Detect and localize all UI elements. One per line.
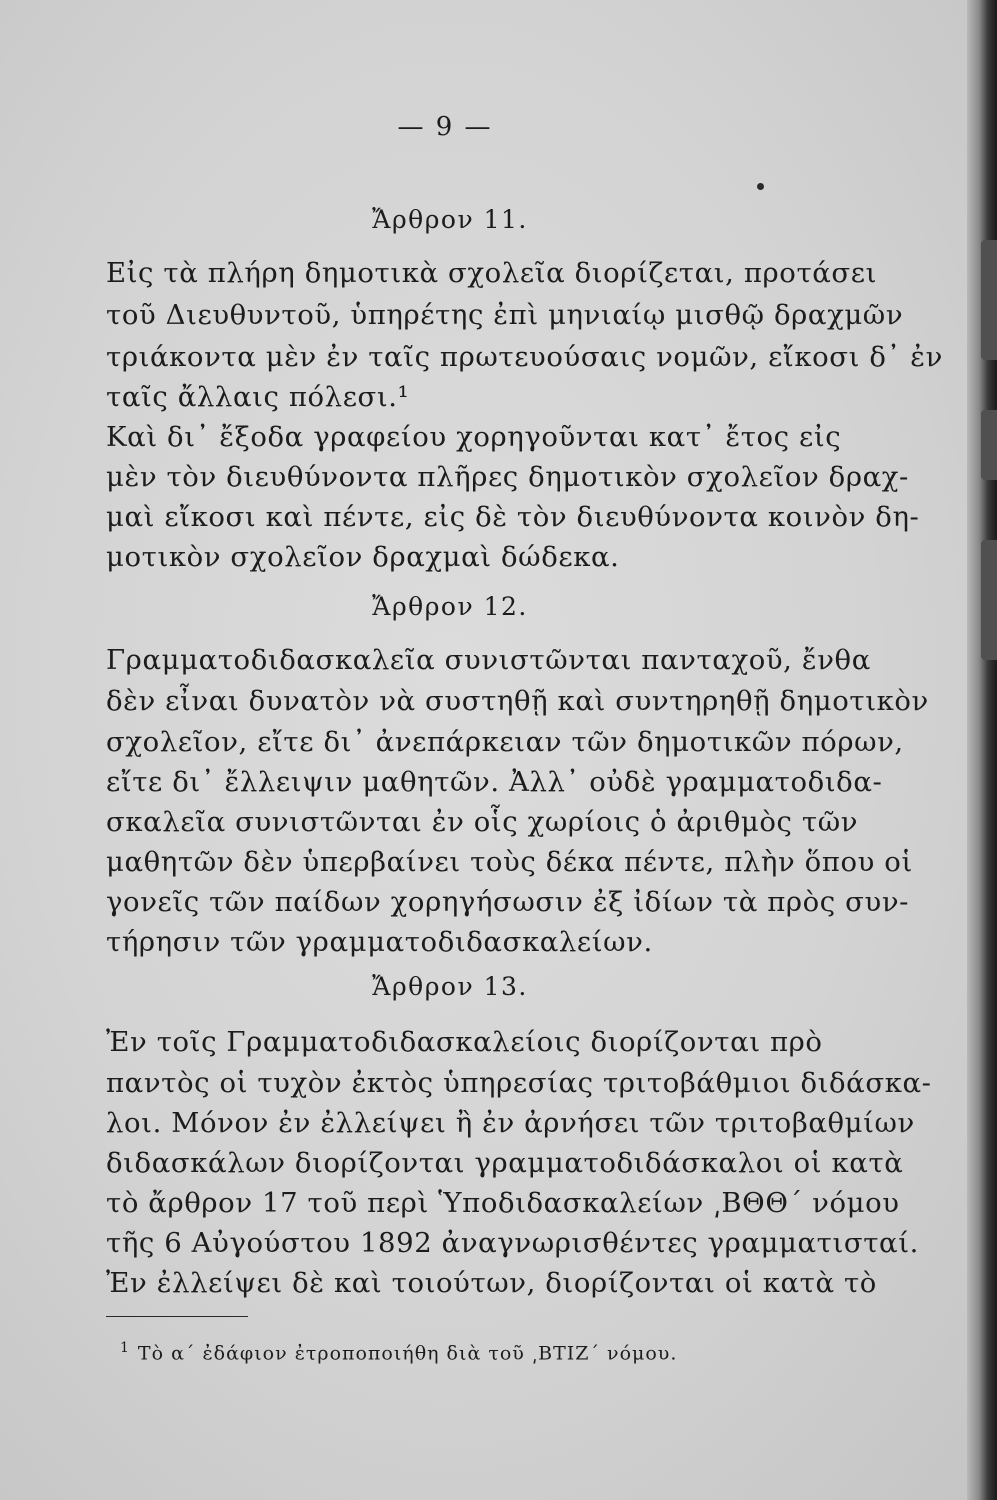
text-line: σκαλεῖα συνιστῶνται ἐν οἷς χωρίοις ὁ ἀριθμὸς τῶν bbox=[106, 806, 859, 838]
text-line: Ἐν τοῖς Γραμματοδιδασκαλείοις διορίζονται πρὸ bbox=[106, 1026, 823, 1058]
text-line: διδασκάλων διορίζονται γραμματοδιδάσκαλοι οἱ κατὰ bbox=[106, 1147, 904, 1179]
text-line: Ἐν ἐλλείψει δὲ καὶ τοιούτων, διορίζονται οἱ κατὰ τὸ bbox=[106, 1267, 877, 1299]
footnote bbox=[120, 1340, 677, 1364]
text-line: τὸ ἄρθρον 17 τοῦ περὶ Ὑποδιδασκαλείων ͵ΒΘΘ΄ νόμου bbox=[106, 1187, 900, 1219]
text-line: Εἰς τὰ πλήρη δημοτικὰ σχολεῖα διορίζεται, προτάσει bbox=[106, 257, 878, 289]
text-line: εἴτε δι᾿ ἔλλειψιν μαθητῶν. Ἀλλ᾿ οὐδὲ γραμματοδιδα- bbox=[106, 766, 883, 798]
text-line: τήρησιν τῶν γραμματοδιδασκαλείων. bbox=[106, 926, 653, 958]
text-line: μοτικὸν σχολεῖον δραχμαὶ δώδεκα. bbox=[106, 541, 620, 573]
text-line: λοι. Μόνον ἐν ἐλλείψει ἢ ἐν ἀρνήσει τῶν τριτοβαθμίων bbox=[106, 1107, 915, 1139]
text-line: παντὸς οἱ τυχὸν ἐκτὸς ὑπηρεσίας τριτοβάθμιοι διδάσκα- bbox=[106, 1067, 932, 1099]
article-12-heading: Ἄρθρον 12. bbox=[372, 592, 528, 621]
article-11-heading: Ἄρθρον 11. bbox=[372, 205, 528, 234]
ink-spot bbox=[757, 183, 764, 190]
text-line: σχολεῖον, εἴτε δι᾿ ἀνεπάρκειαν τῶν δημοτικῶν πόρων, bbox=[106, 726, 904, 758]
page-binding-edge bbox=[967, 0, 997, 1500]
text-line: γονεῖς τῶν παίδων χορηγήσωσιν ἐξ ἰδίων τὰ πρὸς συν- bbox=[106, 886, 910, 918]
text-line: ταῖς ἄλλαις πόλεσι.¹ bbox=[106, 381, 410, 413]
footnote-divider bbox=[106, 1316, 248, 1317]
text-line: τῆς 6 Αὐγούστου 1892 ἀναγνωρισθέντες γραμματισταί. bbox=[106, 1227, 919, 1259]
text-line: τοῦ Διευθυντοῦ, ὑπηρέτης ἐπὶ μηνιαίῳ μισθῷ δραχμῶν bbox=[106, 299, 904, 331]
footnote-text: Τὸ α΄ ἐδάφιον ἐτροποποιήθη διὰ τοῦ ͵ΒΤΙΖ΄ νόμου. bbox=[137, 1342, 678, 1365]
text-line: Καὶ δι᾿ ἔξοδα γραφείου χορηγοῦνται κατ᾿ ἔτος εἰς bbox=[106, 421, 842, 453]
text-line: τριάκοντα μὲν ἐν ταῖς πρωτευούσαις νομῶν, εἴκοσι δ᾿ ἐν bbox=[106, 341, 943, 373]
text-line: μαὶ εἴκοσι καὶ πέντε, εἰς δὲ τὸν διευθύνοντα κοινὸν δη- bbox=[106, 501, 920, 533]
text-line: Γραμματοδιδασκαλεῖα συνιστῶνται πανταχοῦ, ἔνθα bbox=[106, 644, 871, 676]
page-number: — 9 — bbox=[397, 112, 493, 142]
text-line: μὲν τὸν διευθύνοντα πλῆρες δημοτικὸν σχολεῖον δραχ- bbox=[106, 461, 909, 493]
footnote-marker: 1 bbox=[120, 1340, 130, 1356]
text-line: δὲν εἶναι δυνατὸν νὰ συστηθῇ καὶ συντηρηθῇ δημοτικὸν bbox=[106, 685, 929, 717]
text-line: μαθητῶν δὲν ὑπερβαίνει τοὺς δέκα πέντε, πλὴν ὅπου οἱ bbox=[106, 846, 913, 878]
article-13-heading: Ἄρθρον 13. bbox=[372, 972, 528, 1001]
